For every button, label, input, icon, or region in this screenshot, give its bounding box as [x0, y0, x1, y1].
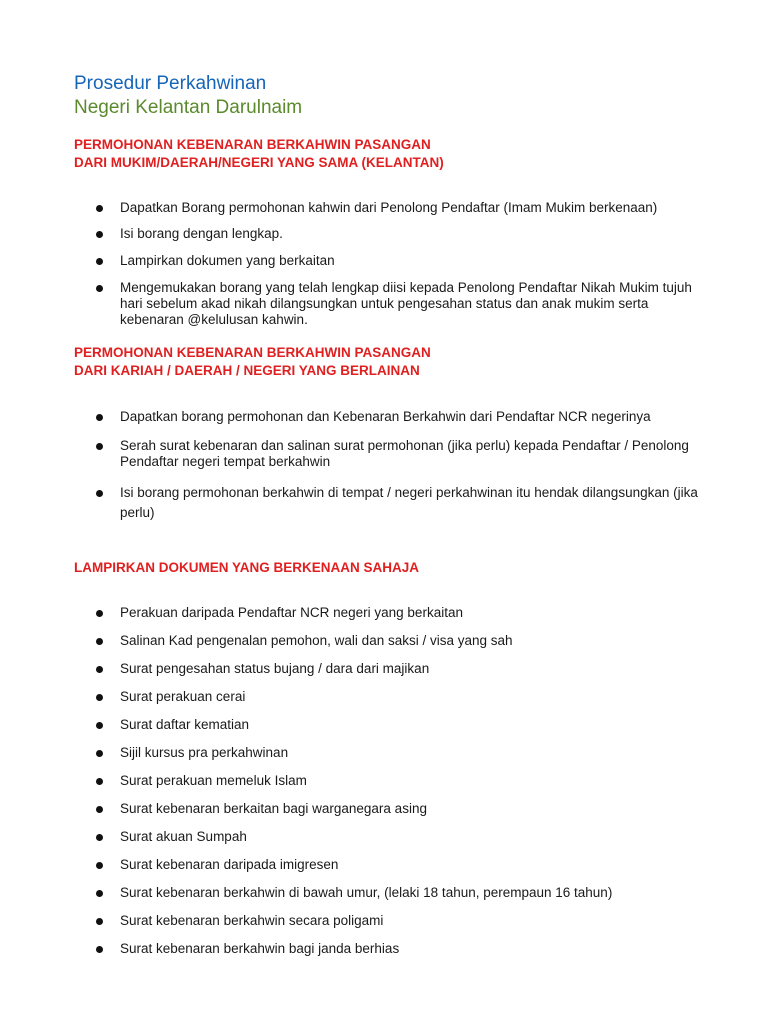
bullet-icon	[96, 946, 103, 953]
section-same-area	[74, 136, 714, 328]
list-item: Surat daftar kematian	[74, 717, 714, 733]
list-item: Salinan Kad pengenalan pemohon, wali dan saksi / visa yang sah	[74, 633, 714, 649]
list-item: Dapatkan Borang permohonan kahwin dari Penolong Pendaftar (Imam Mukim berkenaan)	[74, 200, 714, 216]
list-item: Sijil kursus pra perkahwinan	[74, 745, 714, 761]
list-item: Surat kebenaran daripada imigresen	[74, 857, 714, 873]
bullet-icon	[96, 694, 103, 701]
bullet-icon	[96, 862, 103, 869]
document-title: Prosedur Perkahwinan	[74, 73, 267, 94]
section-different-area	[74, 344, 714, 523]
bullet-icon	[96, 414, 103, 421]
bullet-icon	[96, 285, 103, 292]
bullet-icon	[96, 890, 103, 897]
section-heading: PERMOHONAN KEBENARAN BERKAHWIN PASANGAN DARI KARIAH / DAERAH / NEGERI YANG BERLAINAN	[74, 345, 431, 378]
section-documents	[74, 559, 714, 957]
list-item: Mengemukakan borang yang telah lengkap diisi kepada Penolong Pendaftar Nikah Mukim tujuh hari sebelum akad nikah dilangsungkan untuk pengesahan status dan anak mukim serta kebenaran @kelulusan kahwin.	[74, 280, 714, 328]
bullet-icon	[96, 205, 103, 212]
bullet-icon	[96, 231, 103, 238]
document-subtitle: Negeri Kelantan Darulnaim	[74, 97, 303, 118]
bullet-icon	[96, 750, 103, 757]
bullet-icon	[96, 258, 103, 265]
document-list	[74, 605, 714, 957]
bullet-icon	[96, 443, 103, 450]
bullet-icon	[96, 806, 103, 813]
bullet-icon	[96, 638, 103, 645]
bullet-icon	[96, 722, 103, 729]
bullet-icon	[96, 778, 103, 785]
bullet-icon	[96, 666, 103, 673]
requirement-list	[74, 200, 714, 328]
list-item: Surat pengesahan status bujang / dara dari majikan	[74, 661, 714, 677]
list-item: Surat perakuan cerai	[74, 689, 714, 705]
document-page	[74, 72, 714, 957]
list-item: Surat kebenaran berkahwin di bawah umur, (lelaki 18 tahun, perempaun 16 tahun)	[74, 885, 714, 901]
section-heading: LAMPIRKAN DOKUMEN YANG BERKENAAN SAHAJA	[74, 560, 420, 575]
list-item: Surat kebenaran berkahwin bagi janda berhias	[74, 941, 714, 957]
bullet-icon	[96, 490, 103, 497]
list-item: Serah surat kebenaran dan salinan surat permohonan (jika perlu) kepada Pendaftar / Penolong Pendaftar negeri tempat berkahwin	[74, 438, 714, 470]
list-item: Dapatkan borang permohonan dan Kebenaran Berkahwin dari Pendaftar NCR negerinya	[74, 409, 714, 425]
list-item: Isi borang dengan lengkap.	[74, 226, 714, 242]
requirement-list	[74, 409, 714, 523]
bullet-icon	[96, 834, 103, 841]
list-item: Isi borang permohonan berkahwin di tempat / negeri perkahwinan itu hendak dilangsungkan (jika perlu)	[74, 483, 714, 523]
list-item: Surat akuan Sumpah	[74, 829, 714, 845]
section-heading: PERMOHONAN KEBENARAN BERKAHWIN PASANGAN DARI MUKIM/DAERAH/NEGERI YANG SAMA (KELANTAN)	[74, 137, 444, 170]
bullet-icon	[96, 610, 103, 617]
list-item: Surat kebenaran berkahwin secara poligami	[74, 913, 714, 929]
list-item: Perakuan daripada Pendaftar NCR negeri yang berkaitan	[74, 605, 714, 621]
list-item: Surat perakuan memeluk Islam	[74, 773, 714, 789]
list-item: Surat kebenaran berkaitan bagi warganegara asing	[74, 801, 714, 817]
list-item: Lampirkan dokumen yang berkaitan	[74, 253, 714, 269]
bullet-icon	[96, 918, 103, 925]
